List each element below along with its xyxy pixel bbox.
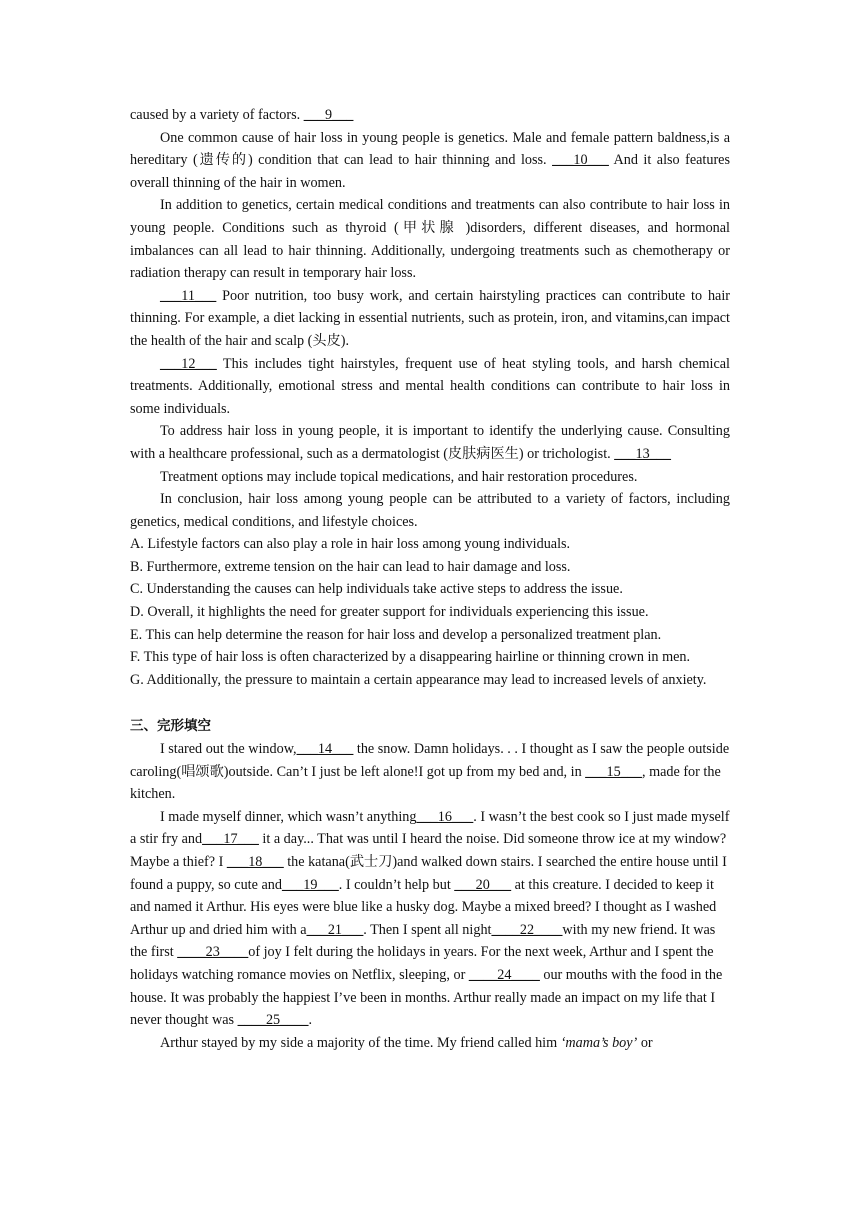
paragraph-treatment: Treatment options may include topical medications, and hair restoration procedures. <box>160 468 638 485</box>
option-c: C. Understanding the causes can help individuals take active steps to address the issue. <box>130 581 623 598</box>
option-d: D. Overall, it highlights the need for greater support for individuals experiencing this issue. <box>130 604 649 621</box>
text: This includes tight hairstyles, frequent use of heat styling tools, and harsh chemical treatments. Additionally, emotional stress and mental health conditions can contribute to hair loss in some individuals. <box>130 355 730 417</box>
blank-21: ___21___ <box>306 921 364 938</box>
text: And it also features overall thinning of the hair in women. <box>130 152 730 191</box>
paragraph-intro-end <box>130 104 730 127</box>
blank-17: ___17___ <box>202 831 259 848</box>
text: . Then I spent all night <box>363 921 492 938</box>
blank-12: ___12___ <box>160 355 217 372</box>
cloze-paragraph-3 <box>130 1032 730 1055</box>
cloze-paragraph-2 <box>130 806 730 1032</box>
paragraph-genetics <box>130 127 730 195</box>
blank-14: ___14___ <box>296 741 354 758</box>
text: Poor nutrition, too busy work, and certain hairstyling practices can contribute to hair thinning. For example, a diet lacking in essential nutrients, such as protein, iron, and vitamins,can impact the health of the hair and scalp (头皮). <box>130 287 730 349</box>
blank-16: ___16___ <box>416 808 474 825</box>
paragraph-lifestyle <box>130 285 730 353</box>
text: or <box>637 1034 653 1051</box>
text: it a day... That was until I heard the noise. Did someone throw ice at my window? Maybe a thief? I <box>130 831 727 870</box>
text: One common cause of hair loss in young people is genetics. Male and female pattern baldness,is a hereditary (遗传的) condition that can lead to hair thinning and loss. <box>130 129 730 169</box>
blank-23: ____23____ <box>177 944 249 961</box>
blank-25: ____25____ <box>237 1012 309 1029</box>
text: . <box>308 1012 313 1029</box>
option-b: B. Furthermore, extreme tension on the hair can lead to hair damage and loss. <box>130 558 571 575</box>
blank-20: ___20___ <box>454 876 512 893</box>
blank-22: ____22____ <box>491 921 563 938</box>
option-f: F. This type of hair loss is often characterized by a disappearing hairline or thinning crown in men. <box>130 649 691 666</box>
option-e: E. This can help determine the reason for hair loss and develop a personalized treatment plan. <box>130 626 662 643</box>
text: I stared out the window, <box>160 741 297 758</box>
blank-24: ____24____ <box>468 966 540 983</box>
blank-9: ___9___ <box>303 107 354 123</box>
cloze-paragraph-1 <box>130 738 730 806</box>
text: I made myself dinner, which wasn’t anything <box>160 808 417 825</box>
blank-13: ___13___ <box>614 445 671 462</box>
text: . I wasn’t the best cook so I just made myself a stir fry and <box>130 808 730 848</box>
text: caused by a variety of factors. <box>130 107 304 123</box>
option-g: G. Additionally, the pressure to maintain a certain appearance may lead to increased levels of anxiety. <box>130 671 707 688</box>
paragraph-medical: In addition to genetics, certain medical conditions and treatments can also contribute to hair loss in young people. Conditions such as thyroid (甲状腺 )disorders, different diseases, and hormonal imbalances can all lead to hair thinning. Additionally, undergoing treatments such as chemotherapy or radiation therapy can result in temporary hair loss. <box>130 197 730 282</box>
text: with my new friend. It was the first <box>130 921 716 961</box>
options-list <box>130 533 730 691</box>
blank-18: ___18___ <box>226 854 284 870</box>
blank-15: ___15___ <box>585 763 642 780</box>
paragraph-styling <box>130 353 730 421</box>
text: the katana(武士刀)and walked down stairs. I searched the entire house until I found a puppy, so cute and <box>130 854 727 893</box>
text: the snow. Damn holidays. . . I thought as I saw the people outside caroling(唱颂歌)outside. Can’t I just be left alone!I got up from my bed and, in <box>130 741 730 780</box>
blank-11: ___11___ <box>160 287 217 304</box>
text: To address hair loss in young people, it is important to identify the underlying cause. Consulting with a healthcare professional, such as a dermatologist (皮肤病医生) or trichologist. <box>130 423 730 462</box>
text: of joy I felt during the holidays in years. For the next week, Arthur and I spent the holidays watching romance movies on Netflix, sleeping, or <box>130 944 714 983</box>
text: , made for the kitchen. <box>130 763 721 803</box>
paragraph-address <box>130 420 730 465</box>
blank-19: ___19___ <box>281 876 339 893</box>
paragraph-conclusion: In conclusion, hair loss among young people can be attributed to a variety of factors, including genetics, medical conditions, and lifestyle choices. <box>130 491 730 530</box>
section-title: 三、完形填空 <box>130 718 211 735</box>
nickname-emphasis: ‘mama’s boy’ <box>560 1034 638 1051</box>
option-a: A. Lifestyle factors can also play a role in hair loss among young individuals. <box>130 536 571 553</box>
text: Arthur stayed by my side a majority of the time. My friend called him <box>160 1034 561 1051</box>
text: our mouths with the food in the house. It was probably the happiest I’ve been in months. Arthur really made an impact on my life that I never thought was <box>130 966 723 1029</box>
text: . I couldn’t help but <box>338 876 455 893</box>
text: at this creature. I decided to keep it and named it Arthur. His eyes were blue like a husky dog. Maybe a mixed breed? I thought as I washed Arthur up and dried him with a <box>130 876 717 938</box>
blank-10: ___10___ <box>552 152 609 169</box>
